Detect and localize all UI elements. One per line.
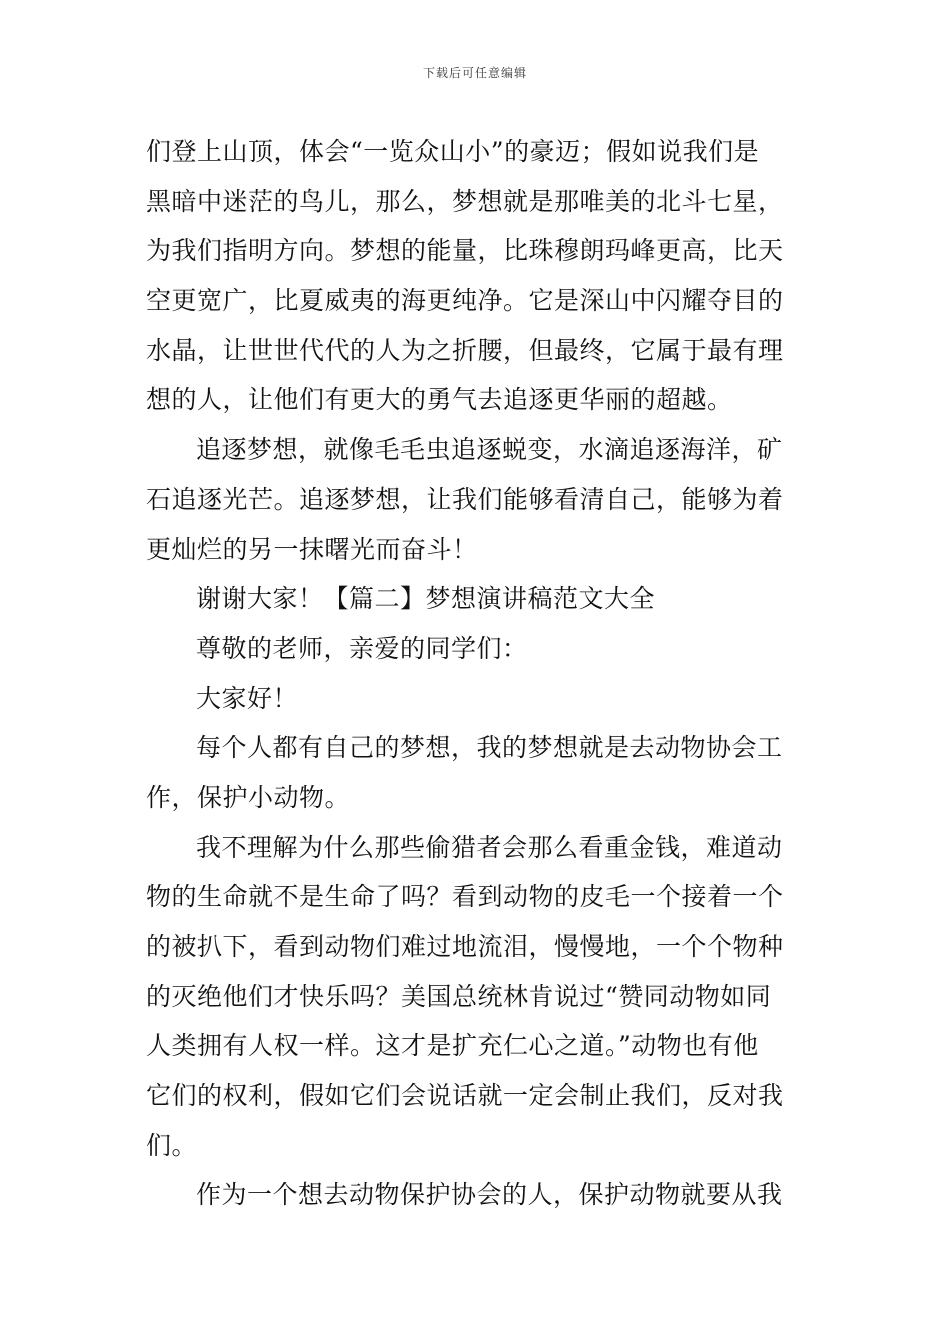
text-line: 为我们指明方向。梦想的能量，比珠穆朗玛峰更高，比天 xyxy=(146,236,784,266)
text-line: 们。 xyxy=(146,1130,198,1160)
page-header: 下载后可任意编辑 xyxy=(422,66,527,80)
text-line: 们登上山顶，体会“一览众山小”的豪迈；假如说我们是 xyxy=(146,137,760,166)
text-line: 作为一个想去动物保护协会的人，保护动物就要从我 xyxy=(196,1180,783,1210)
text-line: 更灿烂的另一抹曙光而奋斗！ xyxy=(146,534,478,564)
text-line: 人类拥有人权一样。这才是扩充仁心之道。”动物也有他 xyxy=(146,1031,759,1061)
text-line: 空更宽广，比夏威夷的海更纯净。它是深山中闪耀夺目的 xyxy=(146,286,784,316)
text-line: 水晶，让世世代代的人为之折腰，但最终，它属于最有理 xyxy=(146,335,784,365)
text-line: 物的生命就不是生命了吗？看到动物的皮毛一个接着一个 xyxy=(146,882,784,912)
text-line: 我不理解为什么那些偷猎者会那么看重金钱，难道动 xyxy=(196,832,783,862)
text-line: 黑暗中迷茫的鸟儿，那么，梦想就是那唯美的北斗七星， xyxy=(146,186,784,216)
text-line: 追逐梦想，就像毛毛虫追逐蜕变，水滴追逐海洋，矿 xyxy=(196,435,783,465)
text-line: 石追逐光芒。追逐梦想，让我们能够看清自己，能够为着 xyxy=(146,484,784,514)
text-line: 每个人都有自己的梦想，我的梦想就是去动物协会工 xyxy=(196,733,783,763)
text-line: 它们的权利，假如它们会说话就一定会制止我们，反对我 xyxy=(146,1081,784,1111)
text-line: 谢谢大家！【篇二】梦想演讲稿范文大全 xyxy=(196,584,656,614)
text-line: 作，保护小动物。 xyxy=(146,782,351,812)
text-line: 想的人，让他们有更大的勇气去追逐更华丽的超越。 xyxy=(146,385,733,415)
document-body xyxy=(146,127,806,1220)
text-line: 尊敬的老师，亲爱的同学们： xyxy=(196,633,528,663)
text-line: 的被扒下，看到动物们难过地流泪，慢慢地，一个个物种 xyxy=(146,932,784,961)
text-line: 的灭绝他们才快乐吗？美国总统林肯说过“赞同动物如同 xyxy=(146,981,772,1011)
text-line: 大家好！ xyxy=(196,683,299,713)
